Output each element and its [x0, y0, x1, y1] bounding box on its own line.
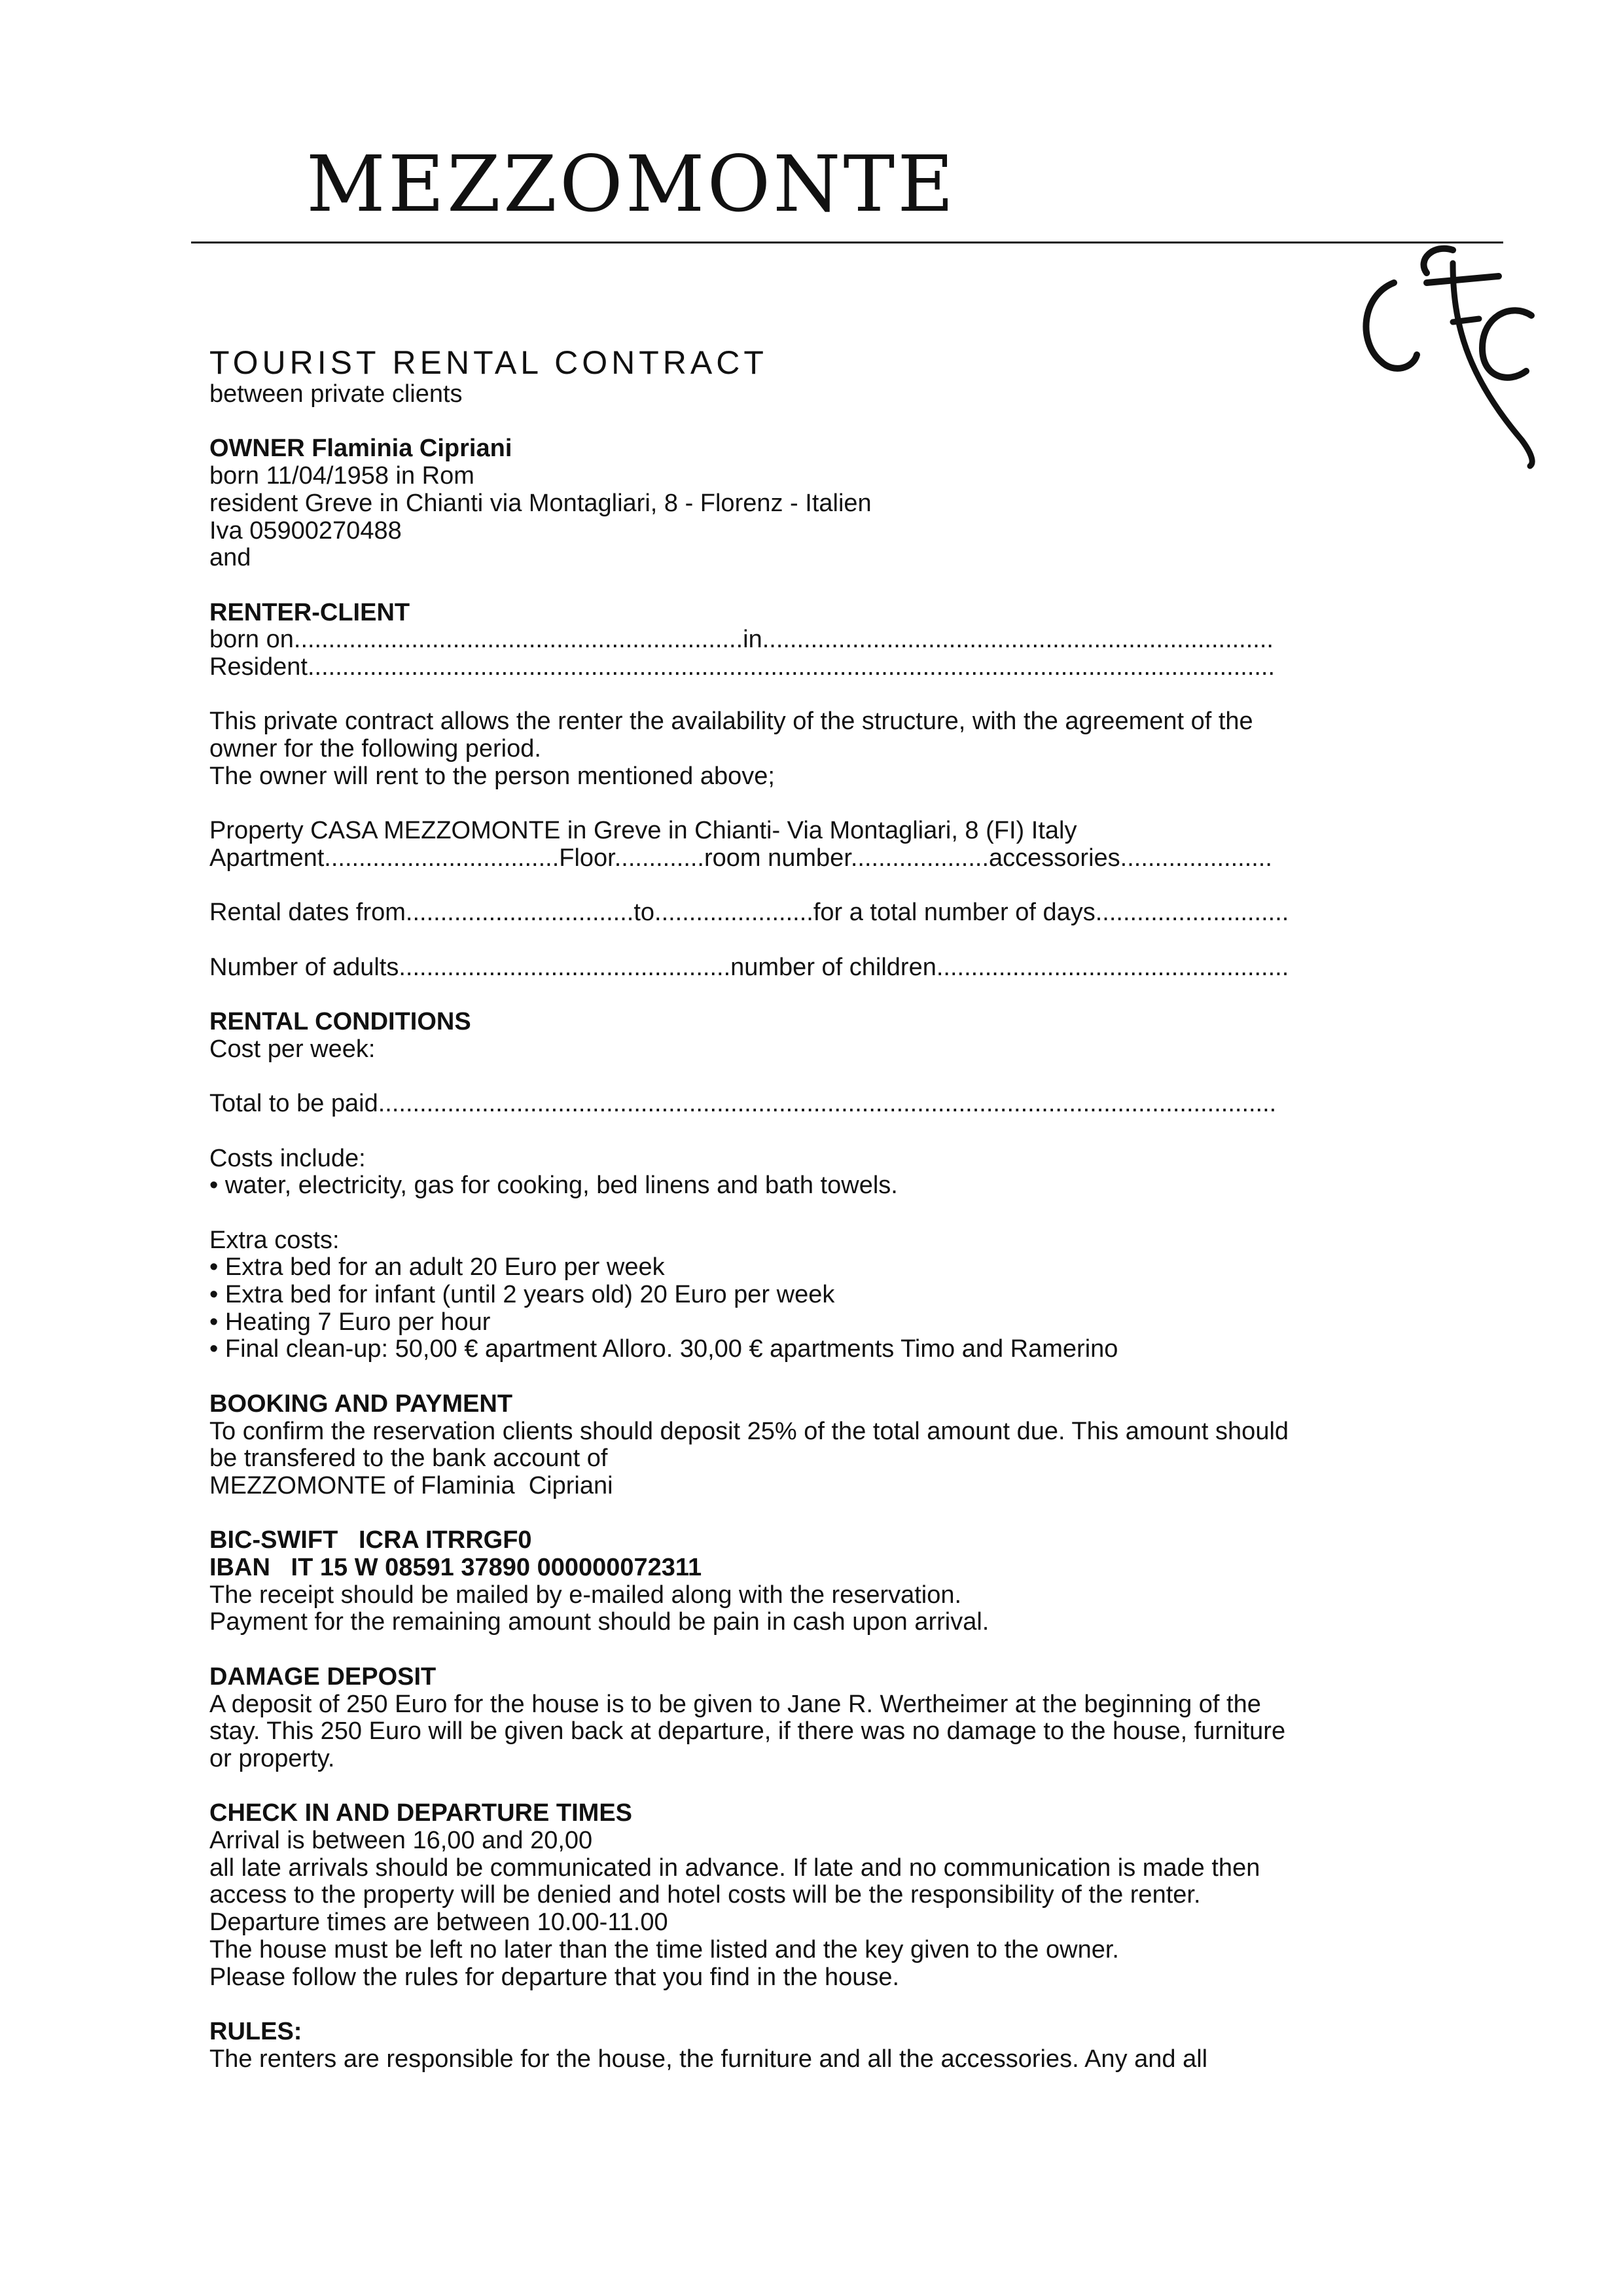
contract-subtitle: between private clients [209, 380, 463, 408]
list-item: • water, electricity, gas for cooking, bed linens and bath towels. [209, 1172, 898, 1200]
rules-line: The renters are responsible for the house, the furniture and all the accessories. Any and all [209, 2045, 1208, 2073]
checkin-line: The house must be left no later than the time listed and the key given to the owner. [209, 1935, 1119, 1964]
property-line: Property CASA MEZZOMONTE in Greve in Chianti- Via Montagliari, 8 (FI) Italy [209, 817, 1077, 845]
list-item: • Heating 7 Euro per hour [209, 1308, 491, 1336]
checkin-line: all late arrivals should be communicated in advance. If late and no communication is made then [209, 1854, 1260, 1882]
header-divider [191, 242, 1503, 243]
renter-resident-field: Resident............................................................................................................................................ [209, 653, 1275, 681]
booking-line: be transfered to the bank account of [209, 1444, 608, 1473]
list-item: • Final clean-up: 50,00 € apartment Alloro. 30,00 € apartments Timo and Ramerino [209, 1335, 1118, 1363]
checkin-line: access to the property will be denied and hotel costs will be the responsibility of the renter. [209, 1881, 1201, 1909]
total-field: Total to be paid.................................................................................................................................. [209, 1090, 1277, 1118]
owner-resident: resident Greve in Chianti via Montagliari, 8 - Florenz - Italien [209, 489, 872, 517]
checkin-line: Please follow the rules for departure that you find in the house. [209, 1963, 900, 1991]
rules-heading: RULES: [209, 2017, 302, 2045]
monogram-f-mid [1453, 319, 1479, 322]
booking-line: To confirm the reservation clients should deposit 25% of the total amount due. This amount should [209, 1417, 1289, 1445]
monogram-c [1482, 310, 1531, 377]
deposit-line: or property. [209, 1744, 335, 1772]
bic-swift: BIC-SWIFT ICRA ITRRGF0 [209, 1526, 532, 1554]
owner-and: and [209, 544, 251, 572]
monogram-f-bar [1427, 276, 1499, 283]
deposit-line: stay. This 250 Euro will be given back at departure, if there was no damage to the house, furniture [209, 1717, 1286, 1746]
monogram-letters: FC [1224, 107, 1233, 115]
cost-per-week: Cost per week: [209, 1035, 376, 1063]
apartment-field: Apartment..................................Floor.............room number....................accessories...................... [209, 844, 1272, 872]
booking-line: The receipt should be mailed by e-mailed along with the reservation. [209, 1581, 962, 1609]
checkin-line: Departure times are between 10.00-11.00 [209, 1909, 668, 1937]
contract-title: TOURIST RENTAL CONTRACT [209, 344, 768, 381]
brand-logo: MEZZOMONTE [306, 139, 957, 229]
contract-body [209, 344, 1466, 2073]
checkin-heading: CHECK IN AND DEPARTURE TIMES [209, 1799, 633, 1827]
renter-born-field: born on.................................................................in.......................................................................... [209, 626, 1274, 654]
checkin-line: Arrival is between 16,00 and 20,00 [209, 1827, 593, 1855]
list-item: • Extra bed for an adult 20 Euro per week [209, 1253, 665, 1282]
owner-heading: OWNER Flaminia Cipriani [209, 435, 512, 463]
intro-line: owner for the following period. [209, 735, 541, 763]
iban: IBAN IT 15 W 08591 37890 000000072311 [209, 1554, 702, 1582]
booking-heading: BOOKING AND PAYMENT [209, 1390, 513, 1418]
owner-iva: Iva 05900270488 [209, 516, 402, 545]
renter-heading: RENTER-CLIENT [209, 598, 410, 626]
deposit-line: A deposit of 250 Euro for the house is to be given to Jane R. Wertheimer at the beginning of the [209, 1690, 1261, 1718]
intro-line: The owner will rent to the person mentioned above; [209, 762, 775, 790]
list-item: • Extra bed for infant (until 2 years old) 20 Euro per week [209, 1281, 835, 1309]
extra-costs-label: Extra costs: [209, 1226, 340, 1254]
costs-include-label: Costs include: [209, 1144, 366, 1172]
booking-line: MEZZOMONTE of Flaminia Cipriani [209, 1471, 613, 1499]
booking-line: Payment for the remaining amount should be pain in cash upon arrival. [209, 1608, 990, 1636]
conditions-heading: RENTAL CONDITIONS [209, 1008, 471, 1036]
intro-line: This private contract allows the renter the availability of the structure, with the agreement of the [209, 708, 1253, 736]
rental-dates-field: Rental dates from.................................to.......................for a total number of days............................ [209, 899, 1289, 927]
guests-field: Number of adults................................................number of children................................................... [209, 953, 1289, 981]
deposit-heading: DAMAGE DEPOSIT [209, 1662, 437, 1691]
owner-born: born 11/04/1958 in Rom [209, 462, 474, 490]
